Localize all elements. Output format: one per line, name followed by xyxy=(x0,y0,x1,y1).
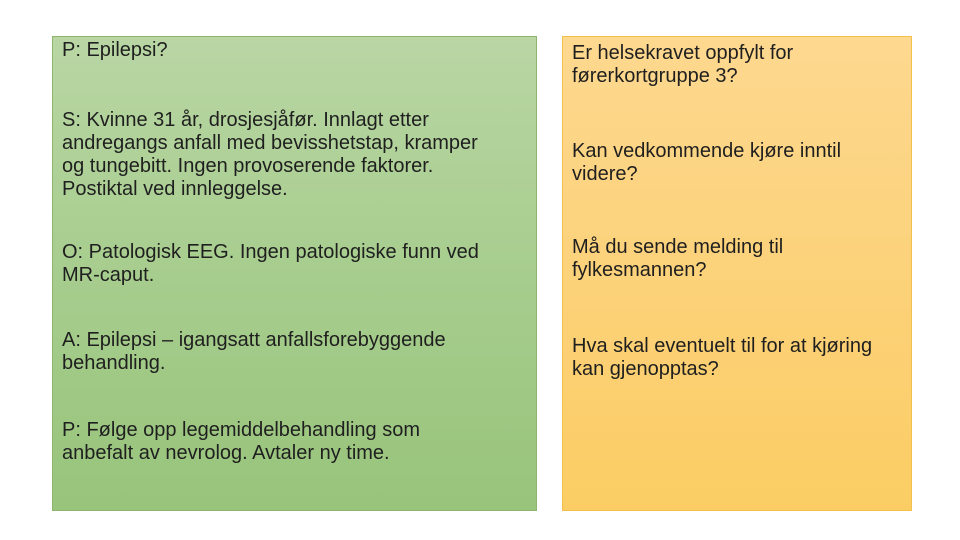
problem-line: P: Epilepsi? xyxy=(62,39,168,61)
plan-section: P: Følge opp legemiddelbehandling som anbefalt av nevrolog. Avtaler ny time. xyxy=(62,419,420,464)
subjective-section: S: Kvinne 31 år, drosjesjåfør. Innlagt etter andregangs anfall med bevisshetstap, kramper og tungebitt. Ingen provoserende faktorer. Postiktal ved innleggelse. xyxy=(62,109,478,200)
assessment-section: A: Epilepsi – igangsatt anfallsforebyggende behandling. xyxy=(62,329,446,374)
questions-panel xyxy=(562,36,912,511)
question-resume-driving: Hva skal eventuelt til for at kjøring kan gjenopptas? xyxy=(572,335,873,380)
question-notify-governor: Må du sende melding til fylkesmannen? xyxy=(572,236,784,281)
question-license-group: Er helsekravet oppfylt for førerkortgruppe 3? xyxy=(572,42,794,87)
question-continue-driving: Kan vedkommende kjøre inntil videre? xyxy=(572,140,842,185)
objective-section: O: Patologisk EEG. Ingen patologiske funn ved MR-caput. xyxy=(62,241,479,286)
soap-note-panel xyxy=(52,36,537,511)
